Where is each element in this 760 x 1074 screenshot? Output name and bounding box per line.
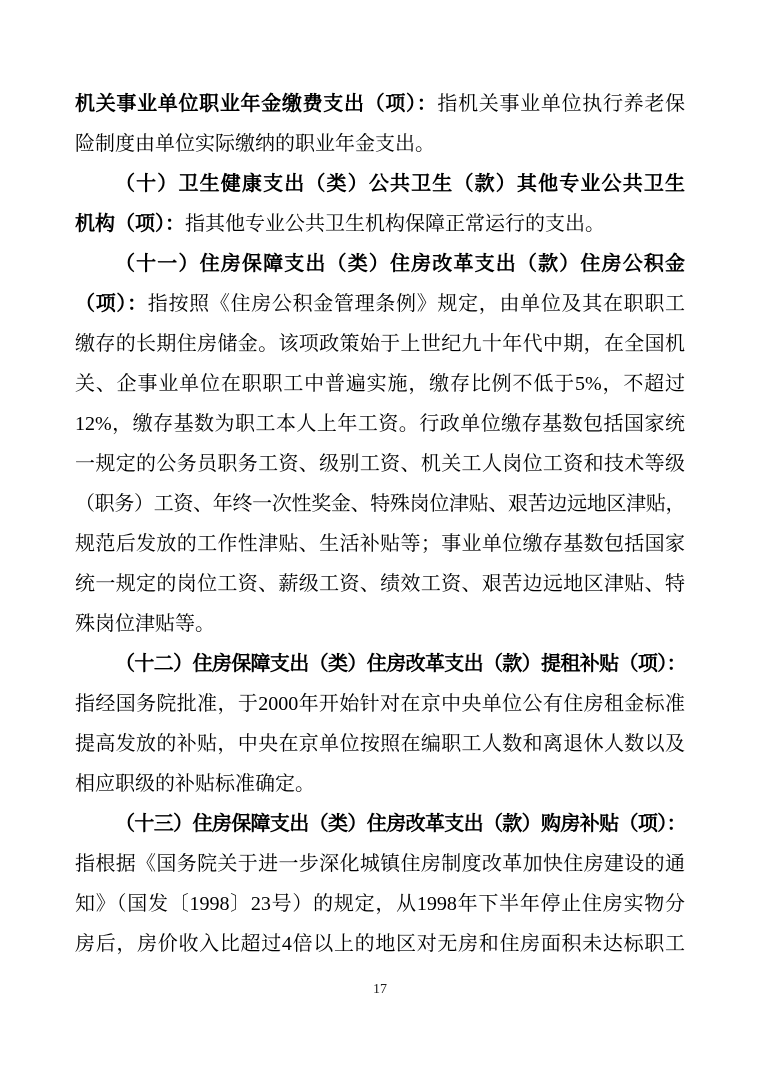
text-line	[75, 604, 685, 644]
text-run: 12%，缴存基数为职工本人上年工资。行政单位缴存基数包括国家统	[75, 413, 685, 435]
page-number: 17	[373, 982, 387, 997]
text-run-heading: （项）：	[75, 293, 148, 315]
text-line	[75, 444, 685, 484]
text-line	[75, 284, 685, 324]
text-run: 指机关事业单位执行养老保	[437, 93, 685, 115]
text-run-heading: （十一）住房保障支出（类）住房改革支出（款）住房公积金	[115, 253, 685, 275]
text-run: 指根据《国务院关于进一步深化城镇住房制度改革加快住房建设的通	[75, 853, 685, 875]
text-run-heading: 机构（项）：	[75, 213, 185, 235]
text-run: 险制度由单位实际缴纳的职业年金支出。	[75, 133, 435, 155]
text-run: 统一规定的岗位工资、薪级工资、绩效工资、艰苦边远地区津贴、特	[75, 573, 685, 595]
text-run-heading: （十三）住房保障支出（类）住房改革支出（款）购房补贴（项）：	[115, 813, 685, 835]
text-line	[75, 924, 685, 964]
text-run-heading: （十）卫生健康支出（类）公共卫生（款）其他专业公共卫生	[115, 173, 685, 195]
text-line	[75, 204, 685, 244]
text-run-heading: 机关事业单位职业年金缴费支出（项）：	[75, 93, 438, 115]
text-run: 相应职级的补贴标准确定。	[75, 773, 315, 795]
document-body	[75, 84, 685, 964]
text-line	[75, 404, 685, 444]
text-run: 指其他专业公共卫生机构保障正常运行的支出。	[185, 213, 605, 235]
text-run: 提高发放的补贴，中央在京单位按照在编职工人数和离退休人数以及	[75, 733, 685, 755]
text-line	[75, 884, 685, 924]
text-line-heading-11	[75, 244, 685, 284]
text-line	[75, 524, 685, 564]
text-run: 殊岗位津贴等。	[75, 613, 215, 635]
text-run: 一规定的公务员职务工资、级别工资、机关工人岗位工资和技术等级	[75, 453, 685, 475]
text-line	[75, 844, 685, 884]
text-run: （职务）工资、年终一次性奖金、特殊岗位津贴、艰苦边远地区津贴，	[75, 493, 685, 515]
text-line	[75, 564, 685, 604]
text-run-heading: （十二）住房保障支出（类）住房改革支出（款）提租补贴（项）：	[115, 653, 685, 675]
text-line	[75, 84, 685, 124]
text-line	[75, 324, 685, 364]
text-line	[75, 684, 685, 724]
text-run: 缴存的长期住房储金。该项政策始于上世纪九十年代中期，在全国机	[75, 333, 685, 355]
text-line-heading-10	[75, 164, 685, 204]
text-run: 知》（国发〔1998〕23号）的规定，从1998年下半年停止住房实物分	[75, 893, 685, 915]
text-run: 房后，房价收入比超过4倍以上的地区对无房和住房面积未达标职工	[75, 933, 685, 955]
text-line	[75, 484, 685, 524]
text-line	[75, 724, 685, 764]
text-line	[75, 764, 685, 804]
text-line	[75, 364, 685, 404]
text-run: 指经国务院批准，于2000年开始针对在京中央单位公有住房租金标准	[75, 693, 685, 715]
text-line-heading-13	[75, 804, 685, 844]
text-run: 关、企事业单位在职职工中普遍实施，缴存比例不低于5%，不超过	[75, 373, 685, 395]
text-run: 规范后发放的工作性津贴、生活补贴等；事业单位缴存基数包括国家	[75, 533, 685, 555]
text-line	[75, 124, 685, 164]
text-run: 指按照《住房公积金管理条例》规定，由单位及其在职职工	[147, 293, 685, 315]
text-line-heading-12	[75, 644, 685, 684]
